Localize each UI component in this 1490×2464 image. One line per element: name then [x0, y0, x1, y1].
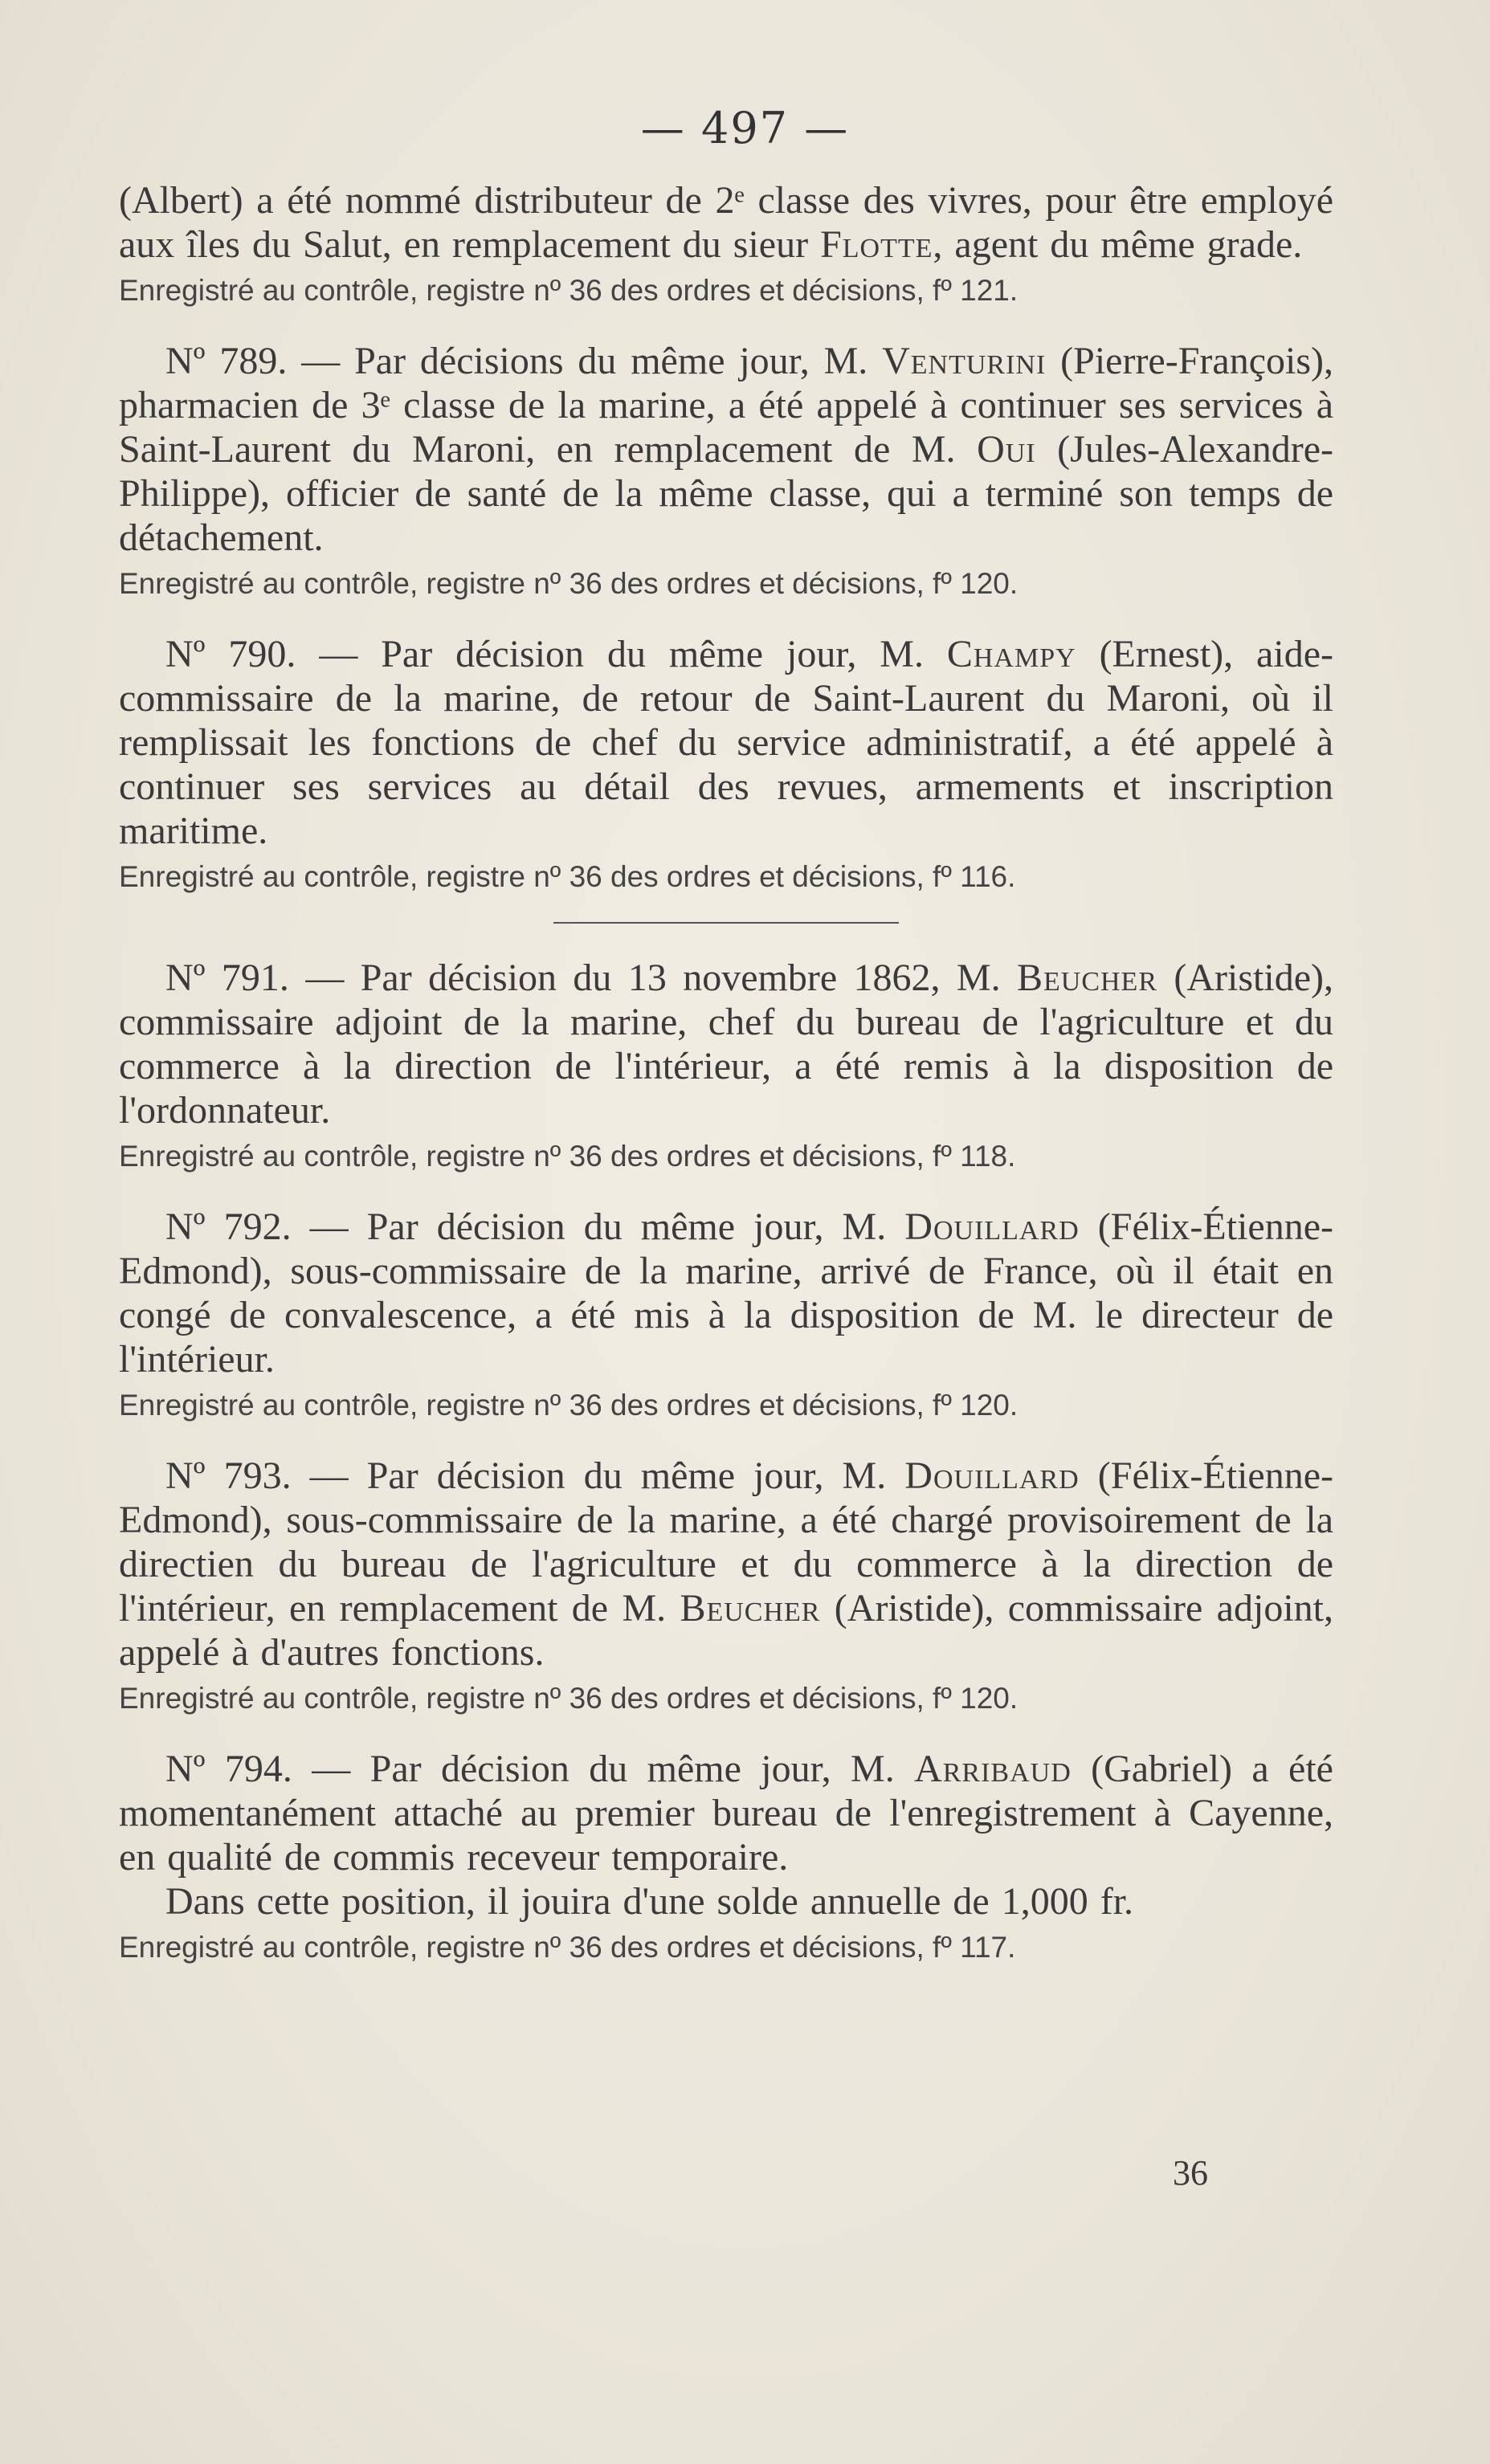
entry-790: Nº 790. — Par décision du même jour, M. Champy (Ernest), aide-commissaire de la marine, de retour de Saint-Laurent du Maroni, où il remplissait les fonctions de chef du service administratif, a été appelé à continuer ses services au détail des revues, armements et inscription maritime. — [119, 633, 1333, 852]
entry-794: Nº 794. — Par décision du même jour, M. Arribaud (Gabriel) a été momentanément attaché au premier bureau de l'enregistrement à Cayenne, en qualité de commis receveur temporaire. — [119, 1748, 1333, 1879]
entry-794-salary: Dans cette position, il jouira d'une solde annuelle de 1,000 fr. — [165, 1880, 1134, 1923]
page-number: — 497 — — [640, 103, 850, 153]
section-divider — [553, 922, 899, 924]
entry-793: Nº 793. — Par décision du même jour, M. Douillard (Félix-Étienne-Edmond), sous-commissaire de la marine, a été chargé provisoirement de la directien du bureau de l'agriculture et du commerce à la direction de l'intérieur, en remplacement de M. Beucher (Aristide), commissaire adjoint, appelé à d'autres fonctions. — [119, 1454, 1333, 1674]
registration-note: Enregistré au contrôle, registre nº 36 des ordres et décisions, fº 121. — [119, 274, 1019, 307]
registration-note: Enregistré au contrôle, registre nº 36 des ordres et décisions, fº 120. — [119, 1682, 1019, 1715]
entry-789: Nº 789. — Par décisions du même jour, M. Venturini (Pierre-François), pharmacien de 3ᵉ classe de la marine, a été appelé à continuer ses services à Saint-Laurent du Maroni, en remplacement de M. Oui (Jules-Alexandre-Philippe), officier de santé de la même classe, qui a terminé son temps de détachement. — [119, 340, 1334, 559]
entry-791: Nº 791. — Par décision du 13 novembre 1862, M. Beucher (Aristide), commissaire adjoint de la marine, chef du bureau de l'agriculture et du commerce à la direction de l'intérieur, a été remis à la disposition de l'ordonnateur. — [119, 957, 1333, 1132]
entry-792: Nº 792. — Par décision du même jour, M. Douillard (Félix-Étienne-Edmond), sous-commissaire de la marine, arrivé de France, où il était en congé de convalescence, a été mis à la disposition de M. le directeur de l'intérieur. — [119, 1205, 1333, 1381]
registration-note: Enregistré au contrôle, registre nº 36 des ordres et décisions, fº 120. — [119, 1389, 1019, 1422]
document-body — [119, 178, 1333, 1968]
registration-note: Enregistré au contrôle, registre nº 36 des ordres et décisions, fº 117. — [119, 1931, 1016, 1964]
entry-continuation: (Albert) a été nommé distributeur de 2ᵉ classe des vivres, pour être employé aux îles du Salut, en remplacement du sieur Flotte, agent du même grade. — [119, 179, 1333, 266]
signature-mark: 36 — [1173, 2153, 1208, 2193]
registration-note: Enregistré au contrôle, registre nº 36 des ordres et décisions, fº 120. — [119, 567, 1019, 600]
registration-note: Enregistré au contrôle, registre nº 36 des ordres et décisions, fº 118. — [119, 1140, 1016, 1173]
registration-note: Enregistré au contrôle, registre nº 36 des ordres et décisions, fº 116. — [119, 860, 1016, 893]
